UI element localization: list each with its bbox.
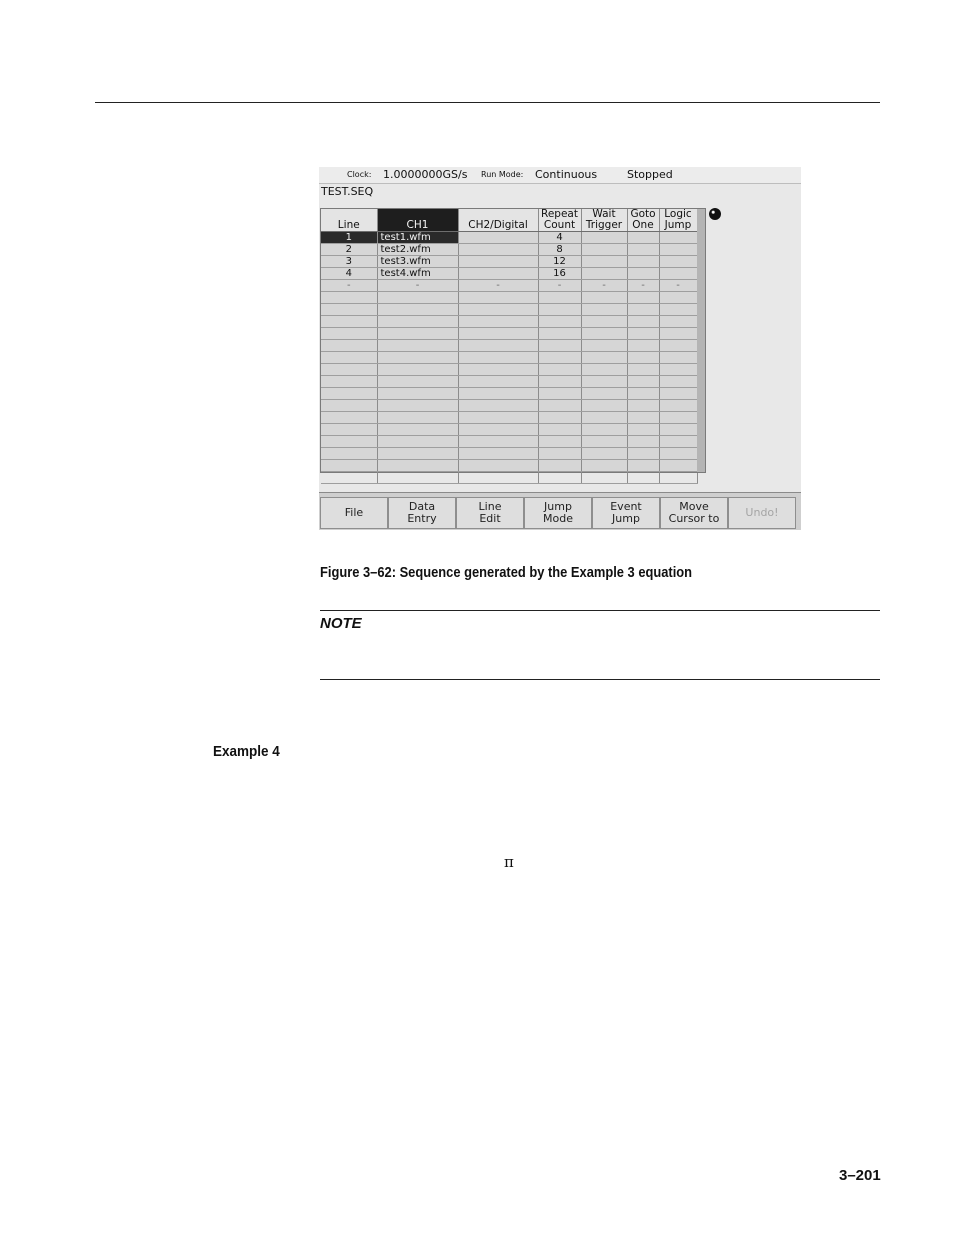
event-jump-button[interactable]: Event Jump [592, 497, 660, 529]
table-cell [581, 316, 627, 328]
table-cell [627, 292, 659, 304]
table-cell [458, 340, 538, 352]
table-cell [321, 352, 377, 364]
table-cell [659, 460, 697, 472]
table-cell [659, 352, 697, 364]
table-row[interactable] [321, 304, 697, 316]
table-row[interactable] [321, 232, 697, 244]
note-top-rule [320, 610, 880, 611]
table-cell [538, 292, 581, 304]
table-cell [538, 388, 581, 400]
table-cell [538, 340, 581, 352]
table-cell [377, 472, 458, 484]
table-cell [321, 328, 377, 340]
knob-icon [709, 208, 721, 220]
table-cell [377, 304, 458, 316]
table-cell [458, 292, 538, 304]
table-cell [659, 436, 697, 448]
table-row[interactable] [321, 412, 697, 424]
table-cell [538, 472, 581, 484]
table-cell [458, 268, 538, 280]
table-cell [627, 448, 659, 460]
table-cell [659, 400, 697, 412]
table-cell [627, 364, 659, 376]
table-cell [581, 352, 627, 364]
table-cell [458, 436, 538, 448]
table-cell [377, 412, 458, 424]
table-cell [377, 448, 458, 460]
table-cell: - [581, 280, 627, 292]
header-rule [95, 102, 880, 103]
column-header-1[interactable]: CH1 [377, 209, 458, 232]
column-header-6[interactable]: Logic Jump [659, 209, 697, 232]
table-cell [538, 316, 581, 328]
note-bottom-rule [320, 679, 880, 680]
table-cell [321, 388, 377, 400]
table-cell [458, 352, 538, 364]
table-cell [659, 448, 697, 460]
table-cell [627, 388, 659, 400]
sequence-file-name: TEST.SEQ [321, 185, 374, 198]
table-cell [321, 376, 377, 388]
table-cell [659, 256, 697, 268]
undo-button[interactable]: Undo! [728, 497, 796, 529]
pi-symbol: π [504, 853, 514, 871]
table-cell [538, 412, 581, 424]
table-row[interactable] [321, 364, 697, 376]
table-cell [581, 256, 627, 268]
table-cell [458, 376, 538, 388]
table-row[interactable] [321, 316, 697, 328]
table-cell [458, 412, 538, 424]
table-cell [659, 412, 697, 424]
run-state: Stopped [627, 168, 673, 181]
table-cell [659, 388, 697, 400]
table-cell [627, 472, 659, 484]
table-cell [321, 292, 377, 304]
table-cell: 4 [538, 232, 581, 244]
table-cell [377, 292, 458, 304]
table-row[interactable] [321, 448, 697, 460]
table-cell [581, 448, 627, 460]
move-cursor-to-button[interactable]: Move Cursor to [660, 497, 728, 529]
table-cell [659, 340, 697, 352]
table-cell: 8 [538, 244, 581, 256]
table-cell: test1.wfm [377, 232, 458, 244]
table-row[interactable] [321, 400, 697, 412]
table-cell [458, 232, 538, 244]
table-cell [581, 364, 627, 376]
table-cell [659, 364, 697, 376]
table-cell [321, 460, 377, 472]
table-cell: 1 [321, 232, 377, 244]
table-cell [581, 376, 627, 388]
table-cell [538, 328, 581, 340]
table-cell: test2.wfm [377, 244, 458, 256]
table-cell [458, 448, 538, 460]
table-cell [377, 340, 458, 352]
table-cell [581, 388, 627, 400]
table-cell [321, 424, 377, 436]
status-bar [319, 167, 801, 184]
table-cell [538, 424, 581, 436]
table-cell [659, 304, 697, 316]
table-cell: - [659, 280, 697, 292]
column-header-0[interactable]: Line [321, 209, 377, 232]
table-cell [659, 244, 697, 256]
table-cell [659, 472, 697, 484]
table-row[interactable] [321, 352, 697, 364]
table-cell [627, 304, 659, 316]
table-cell [659, 424, 697, 436]
table-cell [627, 340, 659, 352]
table-cell [538, 376, 581, 388]
table-row[interactable] [321, 376, 697, 388]
table-cell [377, 364, 458, 376]
table-cell [538, 304, 581, 316]
table-row[interactable] [321, 256, 697, 268]
table-row[interactable] [321, 280, 697, 292]
table-cell [581, 232, 627, 244]
table-cell [581, 400, 627, 412]
table-cell: - [321, 280, 377, 292]
column-header-3[interactable]: Repeat Count [538, 209, 581, 232]
bottom-button-bar [319, 492, 801, 530]
run-mode-value: Continuous [535, 168, 598, 181]
table-cell [538, 460, 581, 472]
table-row[interactable] [321, 388, 697, 400]
table-cell [321, 340, 377, 352]
table-cell [538, 400, 581, 412]
table-cell [377, 376, 458, 388]
table-cell [458, 424, 538, 436]
data-entry-button[interactable]: Data Entry [388, 497, 456, 529]
table-cell [321, 472, 377, 484]
table-cell [458, 304, 538, 316]
table-cell [659, 232, 697, 244]
table-row[interactable] [321, 460, 697, 472]
table-cell [458, 460, 538, 472]
table-cell [458, 328, 538, 340]
table-cell [377, 352, 458, 364]
note-label: NOTE [320, 615, 362, 632]
table-cell [581, 304, 627, 316]
table-cell: 4 [321, 268, 377, 280]
table-cell [538, 436, 581, 448]
run-mode-label: Run Mode: [481, 170, 524, 179]
table-cell [538, 352, 581, 364]
table-cell [321, 436, 377, 448]
table-cell [627, 412, 659, 424]
table-cell: - [538, 280, 581, 292]
table-cell [458, 388, 538, 400]
table-cell [581, 436, 627, 448]
page-number: 3–201 [839, 1167, 881, 1184]
table-cell: 2 [321, 244, 377, 256]
clock-label: Clock: [347, 170, 372, 179]
table-cell [627, 244, 659, 256]
table-cell [581, 460, 627, 472]
table-cell [538, 364, 581, 376]
table-cell: - [458, 280, 538, 292]
table-cell: 16 [538, 268, 581, 280]
table-cell [581, 268, 627, 280]
table-cell [581, 328, 627, 340]
table-row[interactable] [321, 292, 697, 304]
table-cell [321, 448, 377, 460]
table-cell [581, 340, 627, 352]
table-cell [627, 424, 659, 436]
column-header-4[interactable]: Wait Trigger [581, 209, 627, 232]
table-row[interactable] [321, 244, 697, 256]
table-cell [627, 352, 659, 364]
table-cell [377, 460, 458, 472]
table-cell [627, 256, 659, 268]
table-cell: test3.wfm [377, 256, 458, 268]
table-cell [321, 400, 377, 412]
table-cell [377, 424, 458, 436]
table-row[interactable] [321, 424, 697, 436]
table-cell [377, 400, 458, 412]
table-cell [659, 268, 697, 280]
table-cell [377, 388, 458, 400]
table-cell [659, 328, 697, 340]
table-cell [321, 316, 377, 328]
table-cell [627, 268, 659, 280]
table-cell [377, 316, 458, 328]
table-cell: test4.wfm [377, 268, 458, 280]
table-cell [627, 316, 659, 328]
clock-value: 1.0000000GS/s [383, 168, 468, 181]
table-cell [627, 436, 659, 448]
table-cell [581, 292, 627, 304]
table-cell [458, 316, 538, 328]
table-cell: 3 [321, 256, 377, 268]
table-cell [377, 436, 458, 448]
table-row[interactable] [321, 436, 697, 448]
jump-mode-button[interactable]: Jump Mode [524, 497, 592, 529]
table-cell [321, 304, 377, 316]
table-cell [458, 400, 538, 412]
table-row[interactable] [321, 268, 697, 280]
table-row[interactable] [321, 472, 697, 484]
table-cell [581, 424, 627, 436]
line-edit-button[interactable]: Line Edit [456, 497, 524, 529]
table-cell [627, 376, 659, 388]
table-cell [538, 448, 581, 460]
table-cell [659, 292, 697, 304]
table-cell [321, 364, 377, 376]
table-header-row [321, 209, 697, 232]
table-cell [581, 244, 627, 256]
table-scrollbar[interactable] [697, 208, 706, 473]
table-cell: - [377, 280, 458, 292]
table-cell [321, 412, 377, 424]
table-cell: - [627, 280, 659, 292]
table-cell [458, 364, 538, 376]
example-heading: Example 4 [213, 743, 280, 760]
table-cell [627, 400, 659, 412]
table-cell [377, 328, 458, 340]
table-cell [458, 244, 538, 256]
file-button[interactable]: File [320, 497, 388, 529]
column-header-5[interactable]: Goto One [627, 209, 659, 232]
table-cell [581, 472, 627, 484]
table-cell [659, 376, 697, 388]
table-cell: 12 [538, 256, 581, 268]
table-body [321, 232, 697, 484]
table-cell [458, 472, 538, 484]
table-cell [627, 232, 659, 244]
figure-caption: Figure 3–62: Sequence generated by the Example 3 equation [320, 564, 693, 581]
table-cell [627, 328, 659, 340]
sequence-table[interactable] [320, 208, 698, 473]
table-cell [581, 412, 627, 424]
sequence-editor-screenshot [319, 167, 801, 530]
table-row[interactable] [321, 328, 697, 340]
table-cell [659, 316, 697, 328]
table-cell [458, 256, 538, 268]
column-header-2[interactable]: CH2/Digital [458, 209, 538, 232]
table-row[interactable] [321, 340, 697, 352]
table-cell [627, 460, 659, 472]
